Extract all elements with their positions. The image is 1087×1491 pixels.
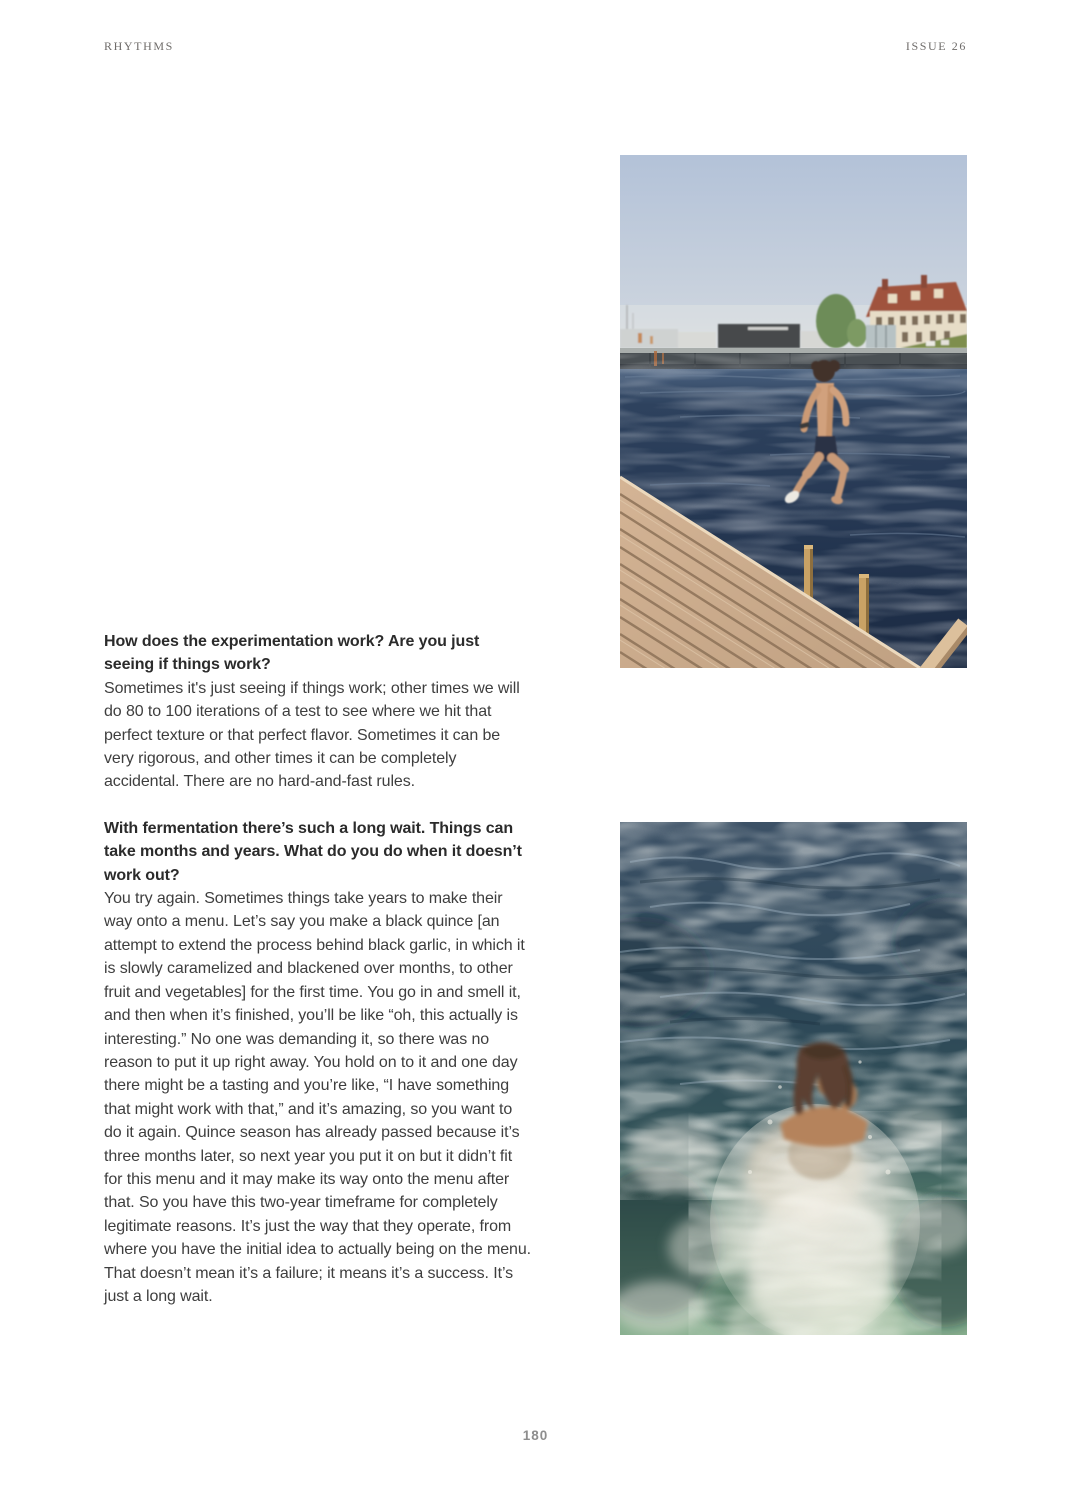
interview-question: How does the experimentation work? Are you just seeing if things work? — [104, 633, 480, 674]
interview-text-column — [104, 630, 531, 1308]
publication-title: RHYTHMS — [104, 39, 174, 53]
swimmer-illustration — [620, 822, 967, 1335]
interview-answer: Sometimes it's just seeing if things work; other times we will do 80 to 100 iterations of a test to see where we hit that perfect texture or that perfect flavor. Sometimes it can be very rigorous, and other times it can be completely accidental. There are no hard-and-fast rules. — [104, 679, 520, 791]
issue-label: ISSUE 26 — [905, 39, 967, 53]
page-footer — [104, 1428, 967, 1443]
interview-question: With fermentation there’s such a long wait. Things can take months and years. What do you do when it doesn’t work out? — [104, 819, 522, 884]
harbor-jump-illustration — [620, 155, 967, 668]
photo-boy-jumping-into-harbor — [620, 155, 967, 668]
photo-swimmer-splash — [620, 822, 967, 1335]
page-header — [104, 40, 967, 53]
qa-block-2 — [104, 817, 531, 1309]
qa-block-1 — [104, 630, 531, 794]
interview-answer: You try again. Sometimes things take years to make their way onto a menu. Let’s say you make a black quince [an attempt to extend the process behind black garlic, in which it is slowly caramelized and blackened over months, to other fruit and vegetables] for the first time. You go in and smell it, and then when it’s finished, you’ll be like “oh, this actually is interesting.” No one was demanding it, so there was no reason to put it up right away. You hold on to it and one day there might be a tasting and you’re like, “I have something that might work with that,” and it’s amazing, so you want to do it again. Quince season has already passed because it’s three months later, so next year you put it on but it didn’t fit for this menu and it may make its way onto the menu after that. So you have this two-year timeframe for completely legitimate reasons. It’s just the way that they operate, from where you have the initial idea to actually being on the menu. That doesn’t mean it’s a failure; it means it’s a success. It’s just a long wait. — [104, 890, 531, 1305]
page-number: 180 — [522, 1428, 549, 1443]
